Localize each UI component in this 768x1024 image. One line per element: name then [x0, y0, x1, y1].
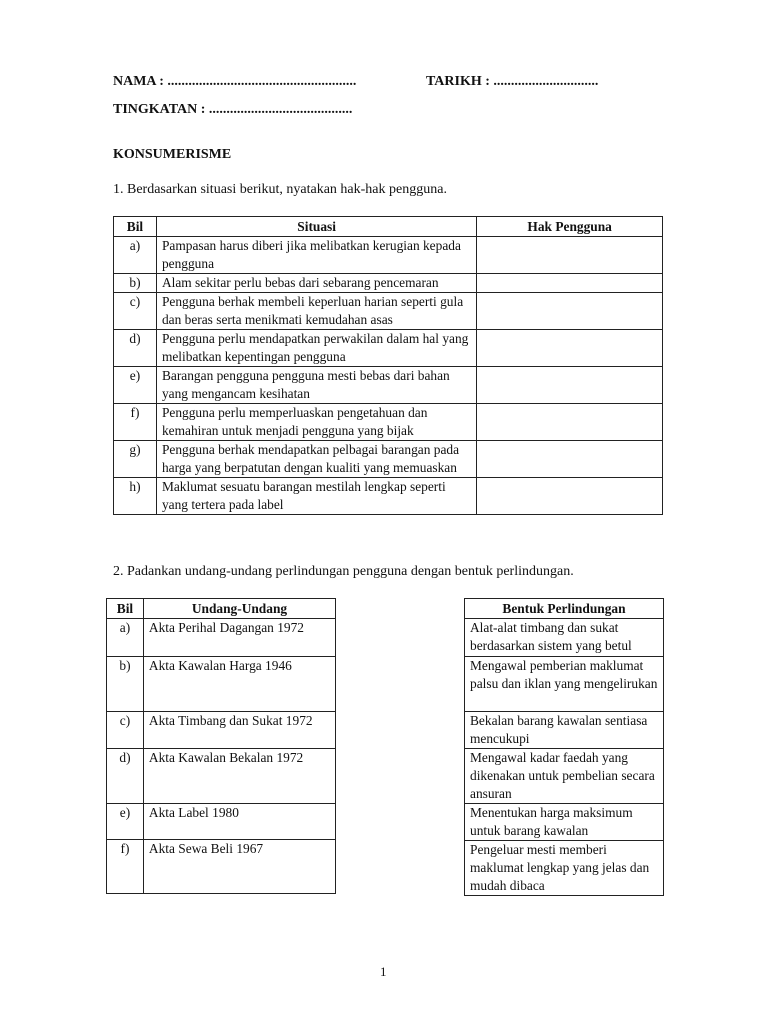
situation-text: Barangan pengguna pengguna mesti bebas dari bahan yang mengancam kesihatan — [156, 367, 476, 404]
answer-cell[interactable] — [477, 441, 663, 478]
table-row — [107, 657, 336, 712]
row-number: c) — [107, 712, 144, 749]
table-row — [114, 478, 663, 515]
question-2: 2. Padankan undang-undang perlindungan pengguna dengan bentuk perlindungan. — [113, 564, 574, 579]
name-field-label: NAMA : ...................................................... — [113, 74, 357, 89]
table-row — [465, 657, 664, 712]
law-name: Akta Perihal Dagangan 1972 — [143, 619, 335, 657]
answer-cell[interactable] — [477, 478, 663, 515]
protection-text: Alat-alat timbang dan sukat berdasarkan sistem yang betul — [465, 619, 664, 657]
situation-text: Pampasan harus diberi jika melibatkan kerugian kepada pengguna — [156, 237, 476, 274]
law-name: Akta Kawalan Harga 1946 — [143, 657, 335, 712]
answer-cell[interactable] — [477, 293, 663, 330]
table-row — [107, 804, 336, 840]
protection-text: Mengawal kadar faedah yang dikenakan untuk pembelian secara ansuran — [465, 749, 664, 804]
row-number: g) — [114, 441, 157, 478]
question-1: 1. Berdasarkan situasi berikut, nyatakan hak-hak pengguna. — [113, 182, 447, 197]
protection-table — [464, 598, 664, 896]
table-row — [465, 749, 664, 804]
table-row — [107, 712, 336, 749]
form-field-label: TINGKATAN : ......................................... — [113, 102, 353, 117]
table-row — [465, 841, 664, 896]
page-title: KONSUMERISME — [113, 147, 232, 162]
rights-table — [113, 216, 663, 515]
col-header-bil: Bil — [107, 599, 144, 619]
col-header-bentuk-perlindungan: Bentuk Perlindungan — [465, 599, 664, 619]
table-row — [114, 330, 663, 367]
protection-text: Bekalan barang kawalan sentiasa mencukupi — [465, 712, 664, 749]
row-number: c) — [114, 293, 157, 330]
row-number: f) — [114, 404, 157, 441]
table-row — [107, 840, 336, 894]
answer-cell[interactable] — [477, 404, 663, 441]
answer-cell[interactable] — [477, 237, 663, 274]
col-header-situasi: Situasi — [156, 217, 476, 237]
row-number: b) — [107, 657, 144, 712]
law-name: Akta Sewa Beli 1967 — [143, 840, 335, 894]
col-header-undang-undang: Undang-Undang — [143, 599, 335, 619]
answer-cell[interactable] — [477, 330, 663, 367]
date-field-label: TARIKH : .............................. — [426, 74, 599, 89]
row-number: d) — [107, 749, 144, 804]
row-number: e) — [114, 367, 157, 404]
answer-cell[interactable] — [477, 274, 663, 293]
table-row — [114, 404, 663, 441]
answer-cell[interactable] — [477, 367, 663, 404]
table-row — [107, 619, 336, 657]
page-number: 1 — [380, 964, 387, 979]
situation-text: Pengguna perlu mendapatkan perwakilan dalam hal yang melibatkan kepentingan pengguna — [156, 330, 476, 367]
table-row — [114, 237, 663, 274]
protection-text: Mengawal pemberian maklumat palsu dan iklan yang mengelirukan — [465, 657, 664, 712]
row-number: a) — [107, 619, 144, 657]
law-name: Akta Timbang dan Sukat 1972 — [143, 712, 335, 749]
situation-text: Alam sekitar perlu bebas dari sebarang pencemaran — [156, 274, 476, 293]
laws-table — [106, 598, 336, 894]
table-row — [465, 804, 664, 841]
table-row — [107, 749, 336, 804]
situation-text: Pengguna berhak mendapatkan pelbagai barangan pada harga yang berpatutan dengan kualiti yang memuaskan — [156, 441, 476, 478]
situation-text: Pengguna berhak membeli keperluan harian seperti gula dan beras serta menikmati kemudahan asas — [156, 293, 476, 330]
row-number: a) — [114, 237, 157, 274]
protection-text: Menentukan harga maksimum untuk barang kawalan — [465, 804, 664, 841]
table-row — [114, 293, 663, 330]
law-name: Akta Kawalan Bekalan 1972 — [143, 749, 335, 804]
table-row — [114, 367, 663, 404]
table-row — [114, 274, 663, 293]
row-number: b) — [114, 274, 157, 293]
protection-text: Pengeluar mesti memberi maklumat lengkap yang jelas dan mudah dibaca — [465, 841, 664, 896]
col-header-bil: Bil — [114, 217, 157, 237]
law-name: Akta Label 1980 — [143, 804, 335, 840]
table-row — [114, 441, 663, 478]
table-row — [465, 712, 664, 749]
situation-text: Pengguna perlu memperluaskan pengetahuan dan kemahiran untuk menjadi pengguna yang bijak — [156, 404, 476, 441]
row-number: e) — [107, 804, 144, 840]
row-number: h) — [114, 478, 157, 515]
row-number: f) — [107, 840, 144, 894]
situation-text: Maklumat sesuatu barangan mestilah lengkap seperti yang tertera pada label — [156, 478, 476, 515]
table-row — [465, 619, 664, 657]
row-number: d) — [114, 330, 157, 367]
col-header-hak-pengguna: Hak Pengguna — [477, 217, 663, 237]
